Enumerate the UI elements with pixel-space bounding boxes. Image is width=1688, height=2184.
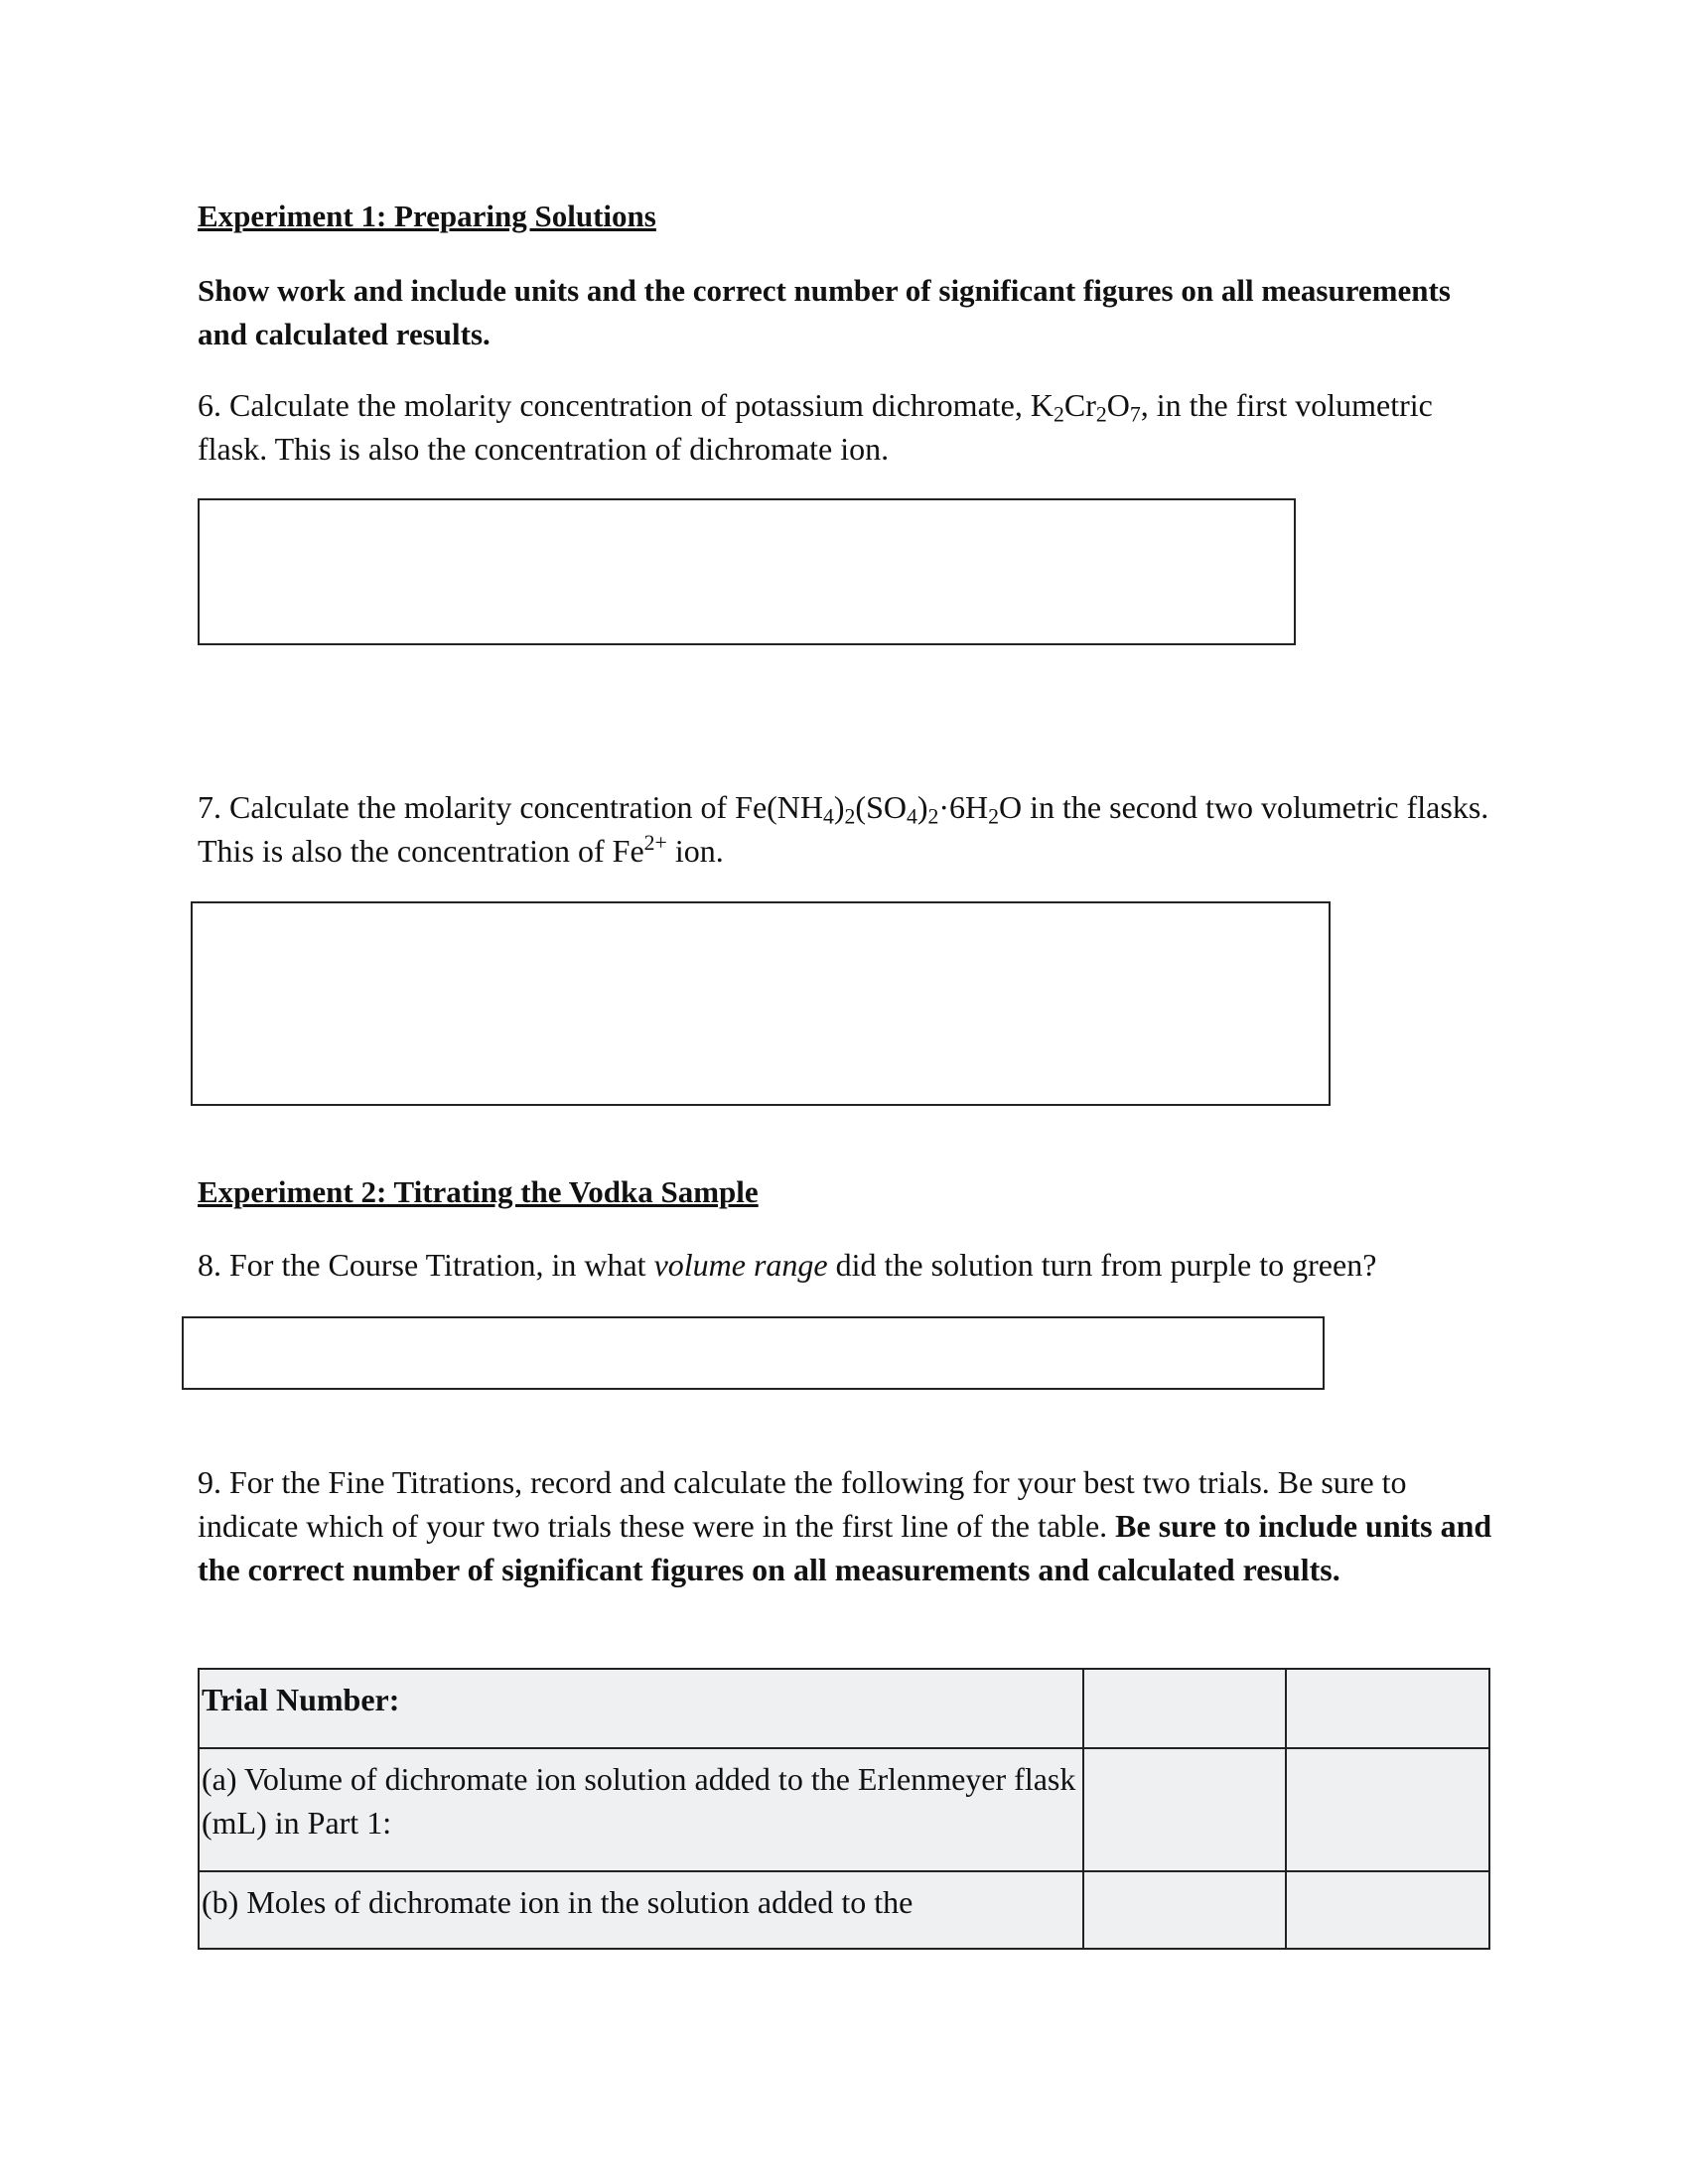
- trial-2-cell[interactable]: [1286, 1669, 1489, 1748]
- q7-p4: ·6H: [938, 789, 989, 825]
- instructions-text: Show work and include units and the correct number of significant figures on all measurements and calculated results.: [198, 273, 1451, 351]
- fine-titration-table: [198, 1668, 1490, 1950]
- trial-1-cell[interactable]: [1083, 1748, 1287, 1871]
- q8-emphasis: volume range: [653, 1247, 828, 1283]
- trial-2-cell[interactable]: [1286, 1871, 1489, 1949]
- q7-sub-4: 2: [927, 804, 939, 829]
- question-6-text: [198, 383, 1493, 471]
- table-row: [199, 1669, 1489, 1748]
- trial-1-cell[interactable]: [1083, 1871, 1287, 1949]
- q7-p3: ): [916, 789, 928, 825]
- q6-o: O: [1106, 387, 1130, 423]
- q6-sub-1: 2: [1053, 402, 1064, 427]
- q7-p1: ): [833, 789, 845, 825]
- row-label: (a) Volume of dichromate ion solution added to the Erlenmeyer flask (mL) in Part 1:: [199, 1748, 1083, 1871]
- q7-sup: 2+: [643, 831, 667, 856]
- q6-sub-2: 2: [1095, 402, 1107, 427]
- q6-rest: , in the first volumetric flask. This is also the concentration of dichromate ion.: [198, 387, 1433, 467]
- question-9-text: [198, 1460, 1493, 1591]
- experiment-1-heading: Experiment 1: Preparing Solutions: [198, 199, 656, 233]
- q7-p2: (SO: [855, 789, 907, 825]
- q8-answer-box[interactable]: [182, 1316, 1325, 1390]
- q7-sub-3: 4: [906, 804, 917, 829]
- table-row: [199, 1871, 1489, 1949]
- trial-2-cell[interactable]: [1286, 1748, 1489, 1871]
- row-label: (b) Moles of dichromate ion in the solution added to the: [199, 1871, 1083, 1949]
- q8-post: did the solution turn from purple to green?: [827, 1247, 1377, 1283]
- q6-sub-3: 7: [1129, 402, 1141, 427]
- q8-pre: 8. For the Course Titration, in what: [198, 1247, 654, 1283]
- q6-cr: Cr: [1063, 387, 1096, 423]
- q7-sub-2: 2: [844, 804, 856, 829]
- table-row: [199, 1748, 1489, 1871]
- question-8-text: [198, 1243, 1493, 1287]
- q7-sub-1: 4: [823, 804, 834, 829]
- q7-answer-box[interactable]: [191, 901, 1331, 1106]
- row-label: Trial Number:: [199, 1669, 1083, 1748]
- q7-intro: 7. Calculate the molarity concentration of Fe(NH: [198, 789, 824, 825]
- question-7-text: [198, 785, 1493, 873]
- q9-text: 9. For the Fine Titrations, record and calculate the following for your best two trials. Be sure to indicate which of your two trials these were in the first line of the table.: [198, 1464, 1407, 1544]
- q7-sub-5: 2: [988, 804, 1000, 829]
- q9-bold-text: Be sure to include units and the correct number of significant figures on all measurements and calculated results.: [198, 1508, 1492, 1587]
- q6-answer-box[interactable]: [198, 498, 1296, 645]
- q7-p6: ion.: [666, 833, 724, 869]
- experiment-2-heading: Experiment 2: Titrating the Vodka Sample: [198, 1174, 759, 1209]
- q6-intro: 6. Calculate the molarity concentration of potassium dichromate, K: [198, 387, 1054, 423]
- q7-p5: O in the second two volumetric flasks. This is also the concentration of Fe: [198, 789, 1489, 869]
- trial-1-cell[interactable]: [1083, 1669, 1287, 1748]
